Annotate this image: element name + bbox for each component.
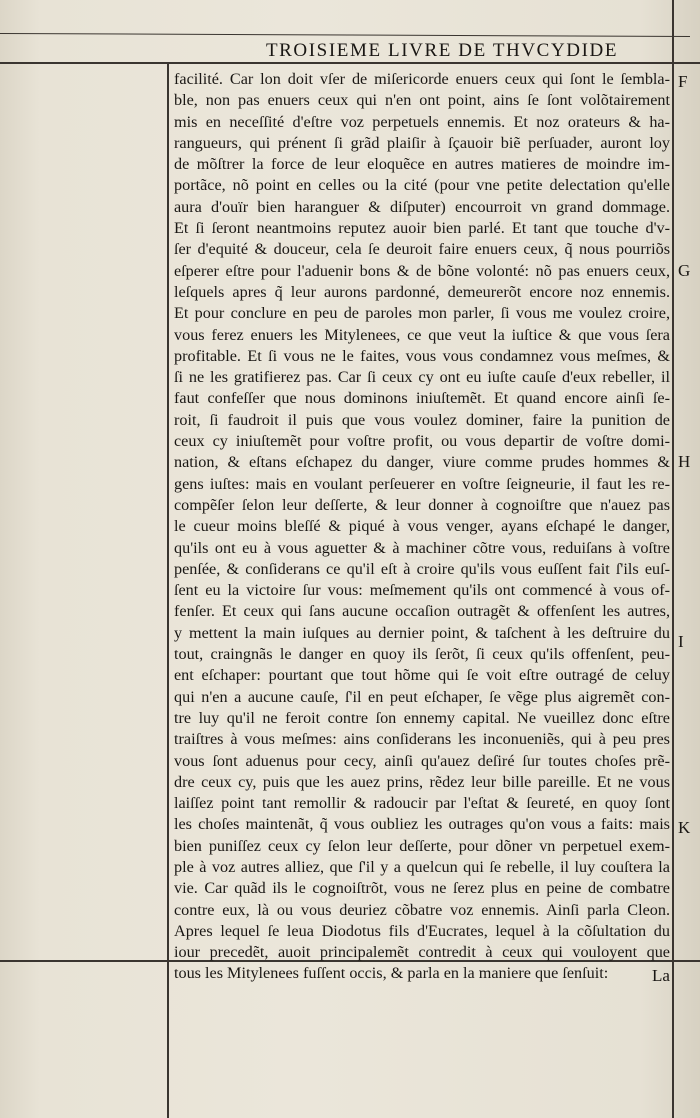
text-line: fenſer. Et ceux qui ſans aucune occaſion outragẽt & offenſent les autres, xyxy=(174,602,670,621)
running-header: TROISIEME LIVRE DE THVCYDIDE xyxy=(265,40,619,61)
text-line: de mõſtrer la force de leur eloquẽce en autres matieres de moindre im- xyxy=(174,155,670,174)
text-line: Et pour conclure en peu de paroles mon parler, ſi vous me voulez croire, xyxy=(174,304,670,323)
body-text xyxy=(174,69,670,985)
text-line: qui n'en a aucune cauſe, ſ'il en peut eſchaper, ſe vẽge plus aigremẽt con- xyxy=(174,687,670,706)
text-line: ſent eu la victoire ſur vous: meſmement qu'ils ont commencé à vous of- xyxy=(174,581,670,600)
text-line: ple à voz autres alliez, que ſ'il y a quelcun qui ſe rebelle, il luy couſtera la xyxy=(174,857,670,876)
text-line: tous les Mitylenees fuſſent occis, & parla en la maniere que ſenſuit: xyxy=(174,964,609,983)
top-rule xyxy=(0,33,690,37)
text-line: laiſſez point tant remollir & radoucir par l'eſtat & ſeureté, en quoy ſont xyxy=(174,794,670,813)
text-line: nation, & eſtans eſchapez du danger, viure comme prudes hommes & xyxy=(174,453,670,472)
text-line: qu'ils ont eu à vous aguetter & à machiner cõtre vous, reduiſans à voſtre xyxy=(174,538,670,557)
text-line: leſquels apres q̃ leur aurons pardonné, demeurerõt encore noz ennemis. xyxy=(174,282,670,301)
text-line: roit, ſi faudroit il puis que vous voulez dominer, faire la punition de xyxy=(174,410,670,429)
text-line: bien puniſſez ceux cy ſelon leur deſſerte, pour dõner vn perpetuel exem- xyxy=(174,836,670,855)
text-line: aura d'ouïr bien haranguer & diſputer) encourroit vn grand dommage. xyxy=(174,197,670,216)
text-line: contre eux, là ou vous deuriez cõbatre voz ennemis. Ainſi parla Cleon. xyxy=(174,900,670,919)
text-line: tre luy qu'il ne feroit contre ſon ennemy capital. Ne vueillez donc eſtre xyxy=(174,708,670,727)
text-line: les choſes maintenãt, q̃ vous oubliez les outrages qu'on vous a faits: mais xyxy=(174,815,670,834)
text-line: ble, non pas enuers ceux qui n'en ont point, ains ſe ſont volõtairement xyxy=(174,91,670,110)
text-line: traiſtres à vous meſmes: ains conſiderans les inconueniẽs, qui à peu pres xyxy=(174,730,670,749)
margin-letter-h: H xyxy=(678,452,691,471)
header-rule xyxy=(0,62,700,64)
text-line: vie. Car quãd ils le cognoiſtrõt, vous ne ſerez plus en peine de combatre xyxy=(174,879,670,898)
text-line: y mettent la main iuſques au dernier point, & taſchent à les deſtruire du xyxy=(174,623,670,642)
text-line: mis en neceſſité d'eſtre voz perpetuels ennemis. Et noz orateurs & ha- xyxy=(174,112,670,131)
text-line: tout, craingnãs le danger en quoy ils ſerõt, ſi ceux qu'ils offenſent, peu- xyxy=(174,645,670,664)
text-line: le cueur moins bleſſé & piqué à vous venger, ayans eſchapé le danger, xyxy=(174,517,670,536)
text-line: dre ceux cy, puis que les auez prins, rẽdez leur bille pareille. Et ne vous xyxy=(174,772,670,791)
text-line: ceux cy iniuſtemẽt pour voſtre profit, ou vous departir de voſtre domi- xyxy=(174,432,670,451)
text-line: ſi ne les gratifierez pas. Car ſi ceux cy ont eu iuſte cauſe d'eux rebeller, il xyxy=(174,368,670,387)
text-line: vous ſont aduenus pour cecy, ainſi qu'auez deſiré ſur toutes choſes prẽ- xyxy=(174,751,670,770)
text-line: facilité. Car lon doit vſer de miſericorde enuers ceux qui ſont le ſembla- xyxy=(174,70,670,88)
text-line: eſperer eſtre pour l'aduenir bons & de bõne volonté: nõ pas enuers ceux, xyxy=(174,261,670,280)
text-line: Et ſi ſeront neantmoins reputez auoir bien parlé. Et tant que touche d'v- xyxy=(174,219,670,238)
text-line: profitable. Et ſi vous ne le faites, vous vous condamnez vous meſmes, & xyxy=(174,346,670,365)
text-line: Apres lequel ſe leua Diodotus fils d'Eucrates, lequel à la cõſultation du xyxy=(174,921,670,940)
text-line: rangueurs, qui prénent ſi grãd plaiſir à ſçauoir biẽ perſuader, auront loy xyxy=(174,133,670,152)
right-frame-rule xyxy=(672,0,674,1118)
text-line: iour precedẽt, auoit principalemẽt contredit à ceux qui vouloyent que xyxy=(174,943,670,962)
text-line: penſée, & conſiderans ce qu'il eſt à croire qu'ils vous euſſent fait ſ'ils euſ- xyxy=(174,559,670,578)
text-line: faut confeſſer que nous dominons iniuſtemẽt. Et quand encore ainſi ſe- xyxy=(174,389,670,408)
margin-letter-i: I xyxy=(678,632,684,651)
text-line: ent eſchaper: pourtant que tout hõme qui ſe voit eſtre outragé de celuy xyxy=(174,666,670,685)
catchword: La xyxy=(652,966,670,985)
text-line: gens iuſtes: mais en voulant perſeuerer en voſtre ſeigneurie, il faut les re- xyxy=(174,474,670,493)
text-line: ſer d'equité & douceur, cela ſe deuroit faire enuers ceux, q̃ nous pourriõs xyxy=(174,240,670,259)
text-line: vous ferez enuers les Mitylenees, ce que veut la iuſtice & que vous ſera xyxy=(174,325,670,344)
margin-letter-f: F xyxy=(678,72,688,91)
margin-letter-k: K xyxy=(678,818,691,837)
margin-letter-g: G xyxy=(678,261,691,280)
text-line: compẽſer ſelon leur deſſerte, & leur donner à cognoiſtre que n'auez pas xyxy=(174,495,670,514)
text-line: portãce, nõ point en celles ou la cité (pour vne petite delectation qu'elle xyxy=(174,176,670,195)
